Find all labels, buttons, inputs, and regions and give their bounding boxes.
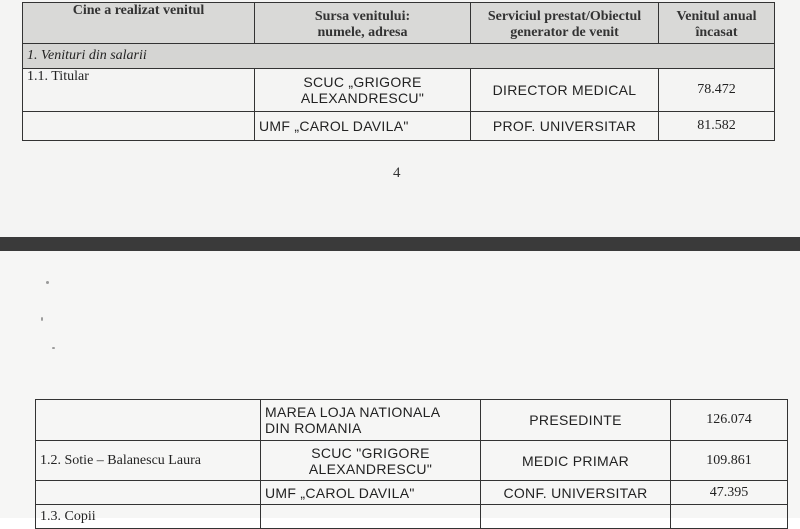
income-table-top <box>22 2 775 141</box>
table-row <box>23 112 775 141</box>
table-header-row <box>23 3 775 44</box>
income-table-bottom <box>35 399 788 529</box>
header-who: Cine a realizat venitul <box>23 3 255 44</box>
row-service: CONF. UNIVERSITAR <box>481 481 671 505</box>
row-amount <box>671 505 788 529</box>
row-service: MEDIC PRIMAR <box>481 441 671 481</box>
row-amount: 81.582 <box>659 112 775 141</box>
row-who <box>36 481 261 505</box>
scan-speck <box>52 347 55 349</box>
row-who: 1.2. Sotie – Balanescu Laura <box>36 441 261 481</box>
row-source: UMF „CAROL DAVILA" <box>261 481 481 505</box>
row-source: SCUC "GRIGORE ALEXANDRESCU" <box>261 441 481 481</box>
row-amount: 78.472 <box>659 69 775 112</box>
table-row <box>23 69 775 112</box>
row-source <box>261 505 481 529</box>
scan-speck <box>46 281 49 284</box>
table-row <box>36 505 788 529</box>
section-row <box>23 44 775 69</box>
row-amount: 109.861 <box>671 441 788 481</box>
header-service: Serviciul prestat/Obiectul generator de venit <box>471 3 659 44</box>
scan-speck <box>41 317 43 321</box>
header-amount: Venitul anual încasat <box>659 3 775 44</box>
page-number: 4 <box>393 165 401 181</box>
row-service <box>481 505 671 529</box>
row-service: PRESEDINTE <box>481 400 671 441</box>
row-service: PROF. UNIVERSITAR <box>471 112 659 141</box>
row-amount: 47.395 <box>671 481 788 505</box>
row-who <box>23 112 255 141</box>
header-source: Sursa venitului: numele, adresa <box>255 3 471 44</box>
table-row <box>36 441 788 481</box>
row-amount: 126.074 <box>671 400 788 441</box>
row-who: 1.1. Titular <box>23 69 255 112</box>
section-title: 1. Venituri din salarii <box>23 44 775 69</box>
table-row <box>36 400 788 441</box>
row-source: MAREA LOJA NATIONALA DIN ROMANIA <box>261 400 481 441</box>
row-source: SCUC „GRIGORE ALEXANDRESCU" <box>255 69 471 112</box>
row-who: 1.3. Copii <box>36 505 261 529</box>
row-service: DIRECTOR MEDICAL <box>471 69 659 112</box>
table-row <box>36 481 788 505</box>
row-who <box>36 400 261 441</box>
page-divider <box>0 237 800 251</box>
row-source: UMF „CAROL DAVILA" <box>255 112 471 141</box>
